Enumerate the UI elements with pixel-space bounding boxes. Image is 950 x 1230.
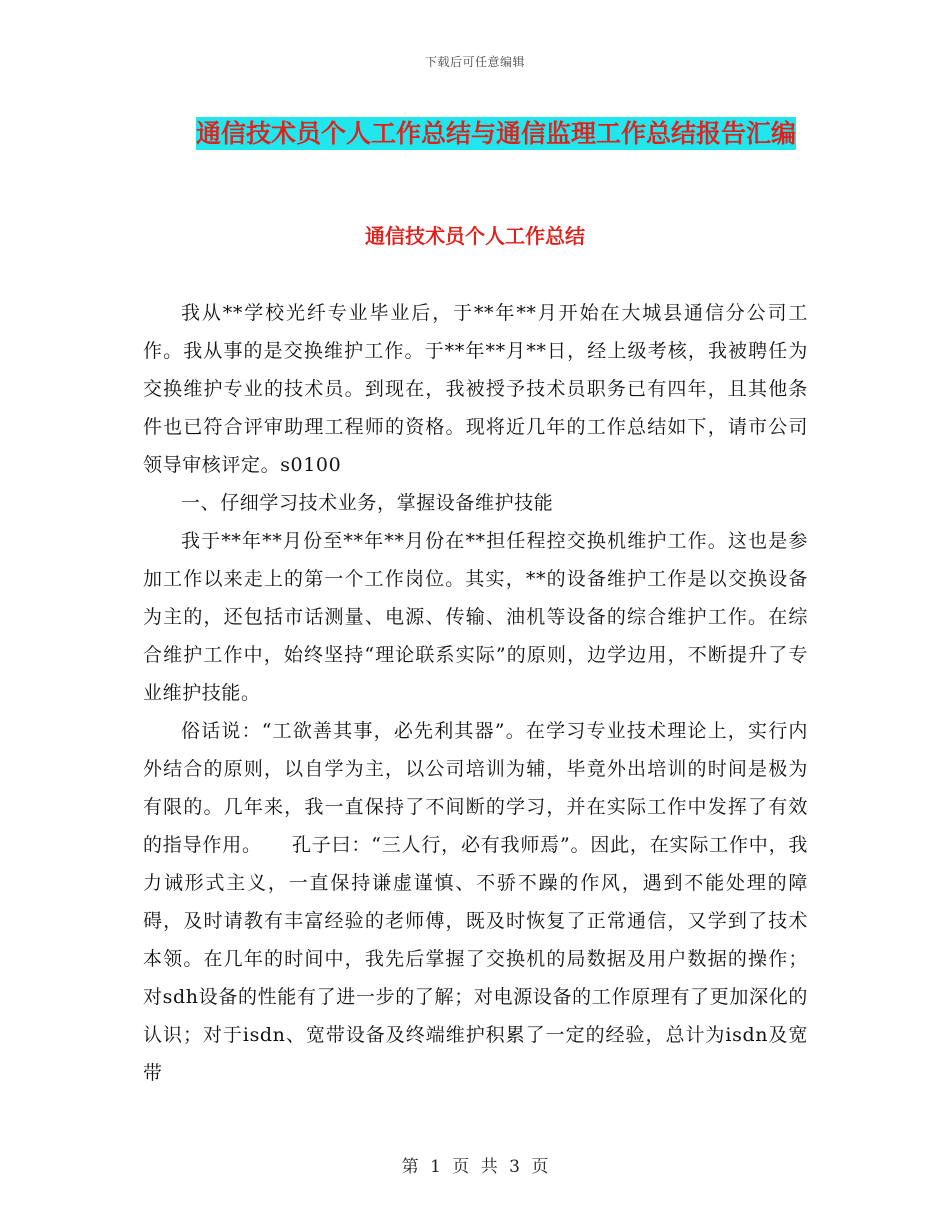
document-title: [190, 112, 802, 156]
paragraph-maintenance: 我于**年**月份至**年**月份在**担任程控交换机维护工作。这也是参加工作以来走上的第一个工作岗位。其实，**的设备维护工作是以交换设备为主的，还包括市话测量、电源、传输、油机等设备的综合维护工作。在综合维护工作中，始终坚持“理论联系实际”的原则，边学边用，不断提升了专业维护技能。: [143, 530, 808, 704]
document-title-text: 通信技术员个人工作总结与通信监理工作总结报告汇编: [195, 119, 796, 148]
paragraph-learning: 俗话说：“工欲善其事，必先利其器”。在学习专业技术理论上，实行内外结合的原则，以自学为主，以公司培训为辅，毕竟外出培训的时间是极为有限的。几年来，我一直保持了不间断的学习，并在实际工作中发挥了有效的指导作用。 孔子曰：“三人行，必有我师焉”。因此，在实际工作中，我力诫形式主义，一直保持谦虚谨慎、不骄不躁的作风，遇到不能处理的障碍，及时请教有丰富经验的老师傅，既及时恢复了正常通信，又学到了技术本领。在几年的时间中，我先后掌握了交换机的局数据及用户数据的操作；对sdh设备的性能有了进一步的了解；对电源设备的工作原理有了更加深化的认识；对于isdn、宽带设备及终端维护积累了一定的经验，总计为isdn及宽带: [143, 720, 808, 1084]
page-header-note: 下载后可任意编辑: [424, 55, 525, 69]
document-body: [143, 294, 808, 1092]
subheading-one: 一、仔细学习技术业务，掌握设备维护技能: [181, 492, 554, 514]
section-title: 通信技术员个人工作总结: [365, 224, 585, 248]
paragraph-intro: 我从**学校光纤专业毕业后，于**年**月开始在大城县通信分公司工作。我从事的是交换维护工作。于**年**月**日，经上级考核，我被聘任为交换维护专业的技术员。到现在，我被授予技术员职务已有四年，且其他条件也已符合评审助理工程师的资格。现将近几年的工作总结如下，请市公司领导审核评定。s0100: [143, 302, 808, 476]
page-footer: 第 1 页 共 3 页: [401, 1157, 549, 1177]
